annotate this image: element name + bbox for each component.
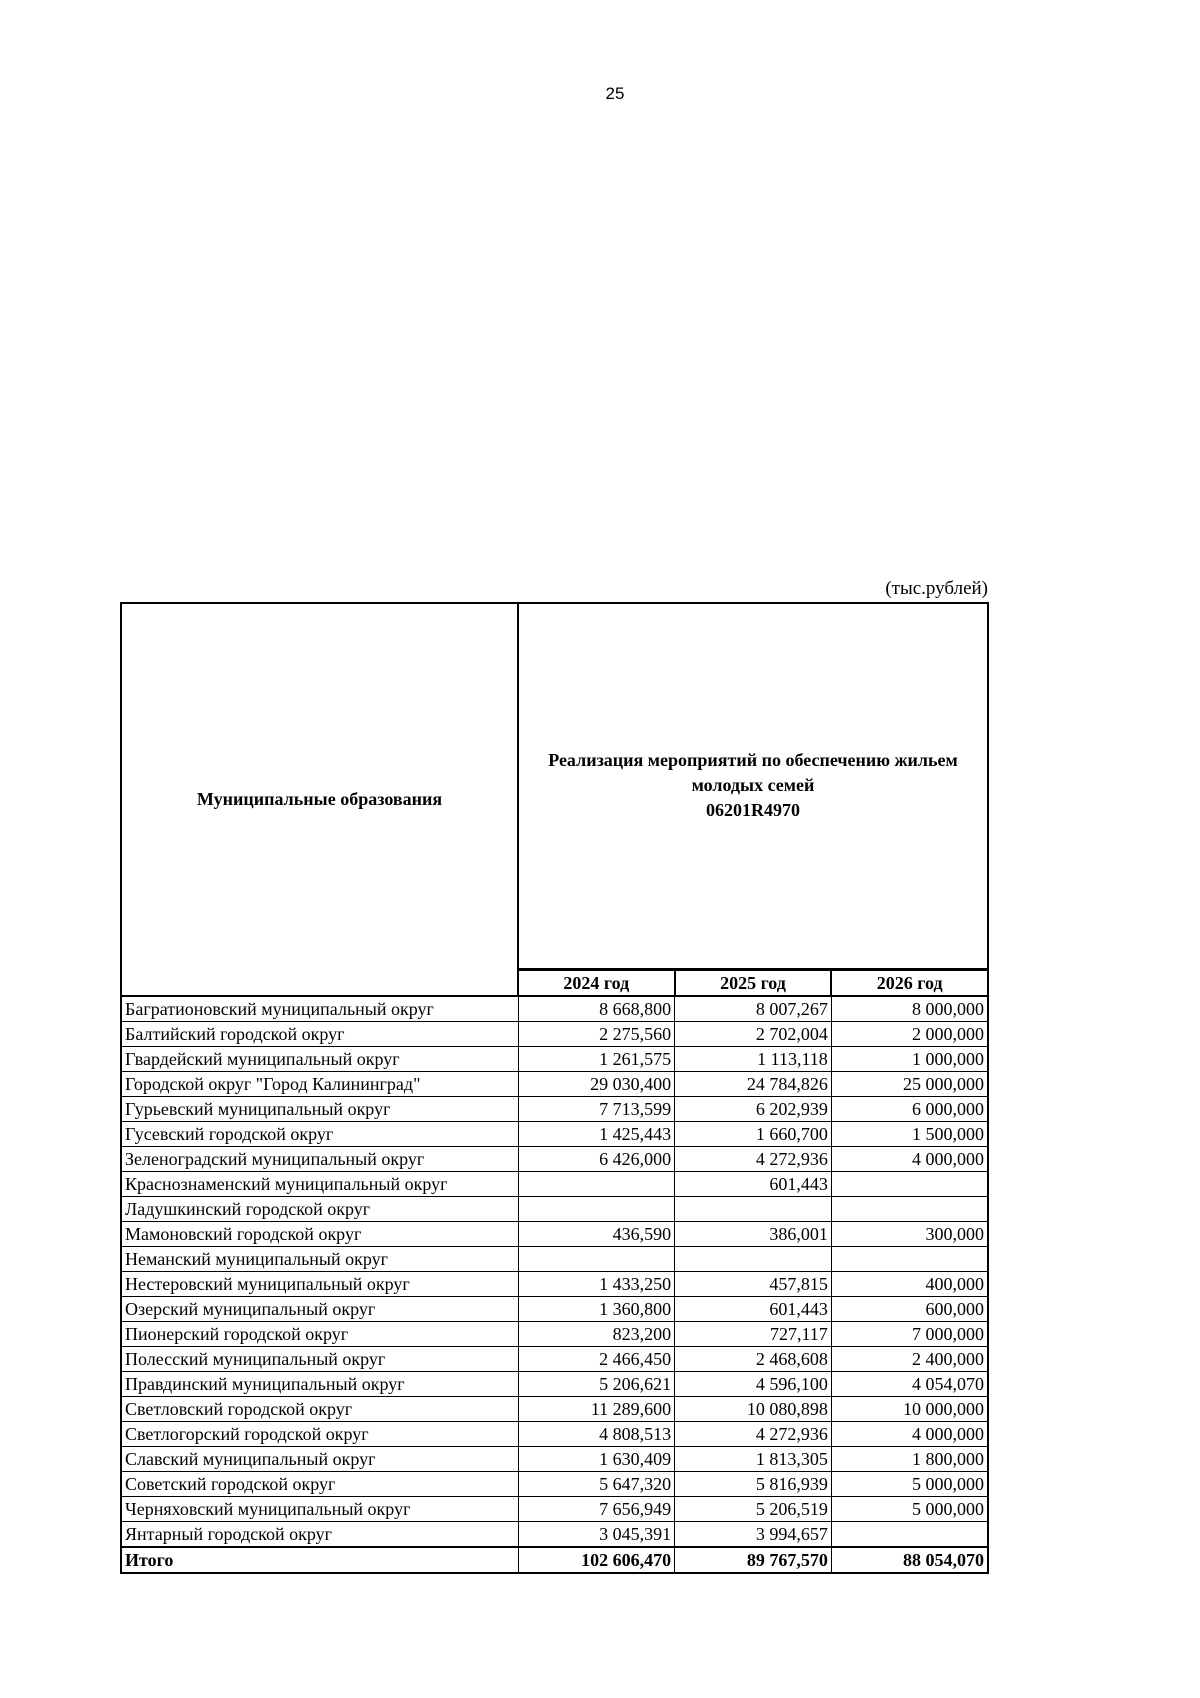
table-row [121, 1521, 988, 1547]
table-row [121, 1496, 988, 1521]
value-cell-2025: 3 994,657 [675, 1521, 832, 1547]
value-cell-2026: 1 000,000 [831, 1046, 988, 1071]
value-cell-2026: 10 000,000 [831, 1396, 988, 1421]
value-cell-2025 [675, 1246, 832, 1271]
municipality-name: Нестеровский муниципальный округ [121, 1271, 518, 1296]
table-row [121, 1196, 988, 1221]
table-row [121, 1271, 988, 1296]
value-cell-2024: 1 433,250 [518, 1271, 675, 1296]
table-row [121, 1471, 988, 1496]
value-cell-2024: 823,200 [518, 1321, 675, 1346]
municipality-name: Ладушкинский городской округ [121, 1196, 518, 1221]
value-cell-2025: 8 007,267 [675, 996, 832, 1022]
value-cell-2026 [831, 1171, 988, 1196]
table-row [121, 1296, 988, 1321]
value-cell-2026: 5 000,000 [831, 1496, 988, 1521]
units-label: (тыс.рублей) [885, 578, 988, 599]
table-row [121, 1096, 988, 1121]
value-cell-2026 [831, 1246, 988, 1271]
municipality-name: Янтарный городской округ [121, 1521, 518, 1547]
table-row [121, 1396, 988, 1421]
value-cell-2024: 2 275,560 [518, 1021, 675, 1046]
value-cell-2026: 2 000,000 [831, 1021, 988, 1046]
value-cell-2025: 5 816,939 [675, 1471, 832, 1496]
value-cell-2024: 1 261,575 [518, 1046, 675, 1071]
value-cell-2026: 8 000,000 [831, 996, 988, 1022]
value-cell-2025: 727,117 [675, 1321, 832, 1346]
value-cell-2024: 1 360,800 [518, 1296, 675, 1321]
value-cell-2024: 102 606,470 [518, 1547, 675, 1573]
value-cell-2025: 386,001 [675, 1221, 832, 1246]
program-title-line-1: Реализация мероприятий по обеспечению жильем [548, 750, 958, 771]
municipality-name: Светлогорский городской округ [121, 1421, 518, 1446]
value-cell-2024: 4 808,513 [518, 1421, 675, 1446]
table-row [121, 1246, 988, 1271]
value-cell-2025: 89 767,570 [675, 1547, 832, 1573]
value-cell-2026: 5 000,000 [831, 1471, 988, 1496]
year-header-2025: 2025 год [675, 969, 832, 996]
value-cell-2025 [675, 1196, 832, 1221]
table-row [121, 1346, 988, 1371]
municipality-name: Мамоновский городской округ [121, 1221, 518, 1246]
table-row [121, 1021, 988, 1046]
table-row [121, 1046, 988, 1071]
value-cell-2024: 29 030,400 [518, 1071, 675, 1096]
value-cell-2024: 6 426,000 [518, 1146, 675, 1171]
value-cell-2024 [518, 1196, 675, 1221]
table-row [121, 1146, 988, 1171]
value-cell-2024: 7 713,599 [518, 1096, 675, 1121]
value-cell-2025: 4 596,100 [675, 1371, 832, 1396]
value-cell-2026: 300,000 [831, 1221, 988, 1246]
value-cell-2026: 88 054,070 [831, 1547, 988, 1573]
total-label: Итого [121, 1547, 518, 1573]
value-cell-2026: 1 500,000 [831, 1121, 988, 1146]
municipalities-header: Муниципальные образования [121, 603, 518, 996]
municipality-name: Гурьевский муниципальный округ [121, 1096, 518, 1121]
total-row [121, 1547, 988, 1573]
table-row [121, 1121, 988, 1146]
table-row [121, 1171, 988, 1196]
table-row [121, 1221, 988, 1246]
value-cell-2026 [831, 1196, 988, 1221]
budget-table [120, 602, 989, 1574]
value-cell-2025: 4 272,936 [675, 1421, 832, 1446]
municipality-name: Зеленоградский муниципальный округ [121, 1146, 518, 1171]
municipality-name: Пионерский городской округ [121, 1321, 518, 1346]
table-header-row [121, 603, 988, 969]
table-row [121, 1321, 988, 1346]
value-cell-2025: 2 702,004 [675, 1021, 832, 1046]
value-cell-2026: 4 000,000 [831, 1146, 988, 1171]
value-cell-2025: 2 468,608 [675, 1346, 832, 1371]
value-cell-2026: 400,000 [831, 1271, 988, 1296]
municipality-name: Балтийский городской округ [121, 1021, 518, 1046]
value-cell-2025: 1 660,700 [675, 1121, 832, 1146]
value-cell-2026: 1 800,000 [831, 1446, 988, 1471]
value-cell-2024 [518, 1171, 675, 1196]
value-cell-2026: 4 000,000 [831, 1421, 988, 1446]
table-row [121, 1446, 988, 1471]
year-header-2026: 2026 год [831, 969, 988, 996]
municipality-name: Городской округ "Город Калининград" [121, 1071, 518, 1096]
municipality-name: Гусевский городской округ [121, 1121, 518, 1146]
table-body [121, 996, 988, 1573]
municipality-name: Советский городской округ [121, 1471, 518, 1496]
municipality-name: Черняховский муниципальный округ [121, 1496, 518, 1521]
municipality-name: Славский муниципальный округ [121, 1446, 518, 1471]
municipality-name: Светловский городской округ [121, 1396, 518, 1421]
table-row [121, 996, 988, 1022]
value-cell-2024 [518, 1246, 675, 1271]
value-cell-2024: 436,590 [518, 1221, 675, 1246]
value-cell-2026: 7 000,000 [831, 1321, 988, 1346]
value-cell-2026: 2 400,000 [831, 1346, 988, 1371]
value-cell-2025: 601,443 [675, 1171, 832, 1196]
municipality-name: Озерский муниципальный округ [121, 1296, 518, 1321]
value-cell-2026: 600,000 [831, 1296, 988, 1321]
municipality-name: Неманский муниципальный округ [121, 1246, 518, 1271]
value-cell-2025: 24 784,826 [675, 1071, 832, 1096]
value-cell-2025: 10 080,898 [675, 1396, 832, 1421]
value-cell-2024: 5 647,320 [518, 1471, 675, 1496]
value-cell-2026 [831, 1521, 988, 1547]
value-cell-2025: 6 202,939 [675, 1096, 832, 1121]
program-header [518, 603, 988, 969]
value-cell-2026: 25 000,000 [831, 1071, 988, 1096]
value-cell-2026: 6 000,000 [831, 1096, 988, 1121]
value-cell-2025: 5 206,519 [675, 1496, 832, 1521]
value-cell-2026: 4 054,070 [831, 1371, 988, 1396]
value-cell-2024: 11 289,600 [518, 1396, 675, 1421]
value-cell-2025: 601,443 [675, 1296, 832, 1321]
page-number: 25 [605, 84, 625, 103]
value-cell-2024: 7 656,949 [518, 1496, 675, 1521]
table-row [121, 1071, 988, 1096]
municipality-name: Полесский муниципальный округ [121, 1346, 518, 1371]
value-cell-2025: 457,815 [675, 1271, 832, 1296]
value-cell-2025: 4 272,936 [675, 1146, 832, 1171]
municipality-name: Гвардейский муниципальный округ [121, 1046, 518, 1071]
value-cell-2024: 2 466,450 [518, 1346, 675, 1371]
program-title-line-2: молодых семей [691, 775, 815, 796]
year-header-2024: 2024 год [518, 969, 675, 996]
municipality-name: Багратионовский муниципальный округ [121, 996, 518, 1022]
value-cell-2024: 8 668,800 [518, 996, 675, 1022]
program-code: 06201R4970 [706, 800, 800, 821]
table-row [121, 1421, 988, 1446]
value-cell-2025: 1 813,305 [675, 1446, 832, 1471]
table-row [121, 1371, 988, 1396]
value-cell-2024: 1 425,443 [518, 1121, 675, 1146]
municipality-name: Правдинский муниципальный округ [121, 1371, 518, 1396]
value-cell-2025: 1 113,118 [675, 1046, 832, 1071]
value-cell-2024: 5 206,621 [518, 1371, 675, 1396]
municipality-name: Краснознаменский муниципальный округ [121, 1171, 518, 1196]
value-cell-2024: 1 630,409 [518, 1446, 675, 1471]
value-cell-2024: 3 045,391 [518, 1521, 675, 1547]
